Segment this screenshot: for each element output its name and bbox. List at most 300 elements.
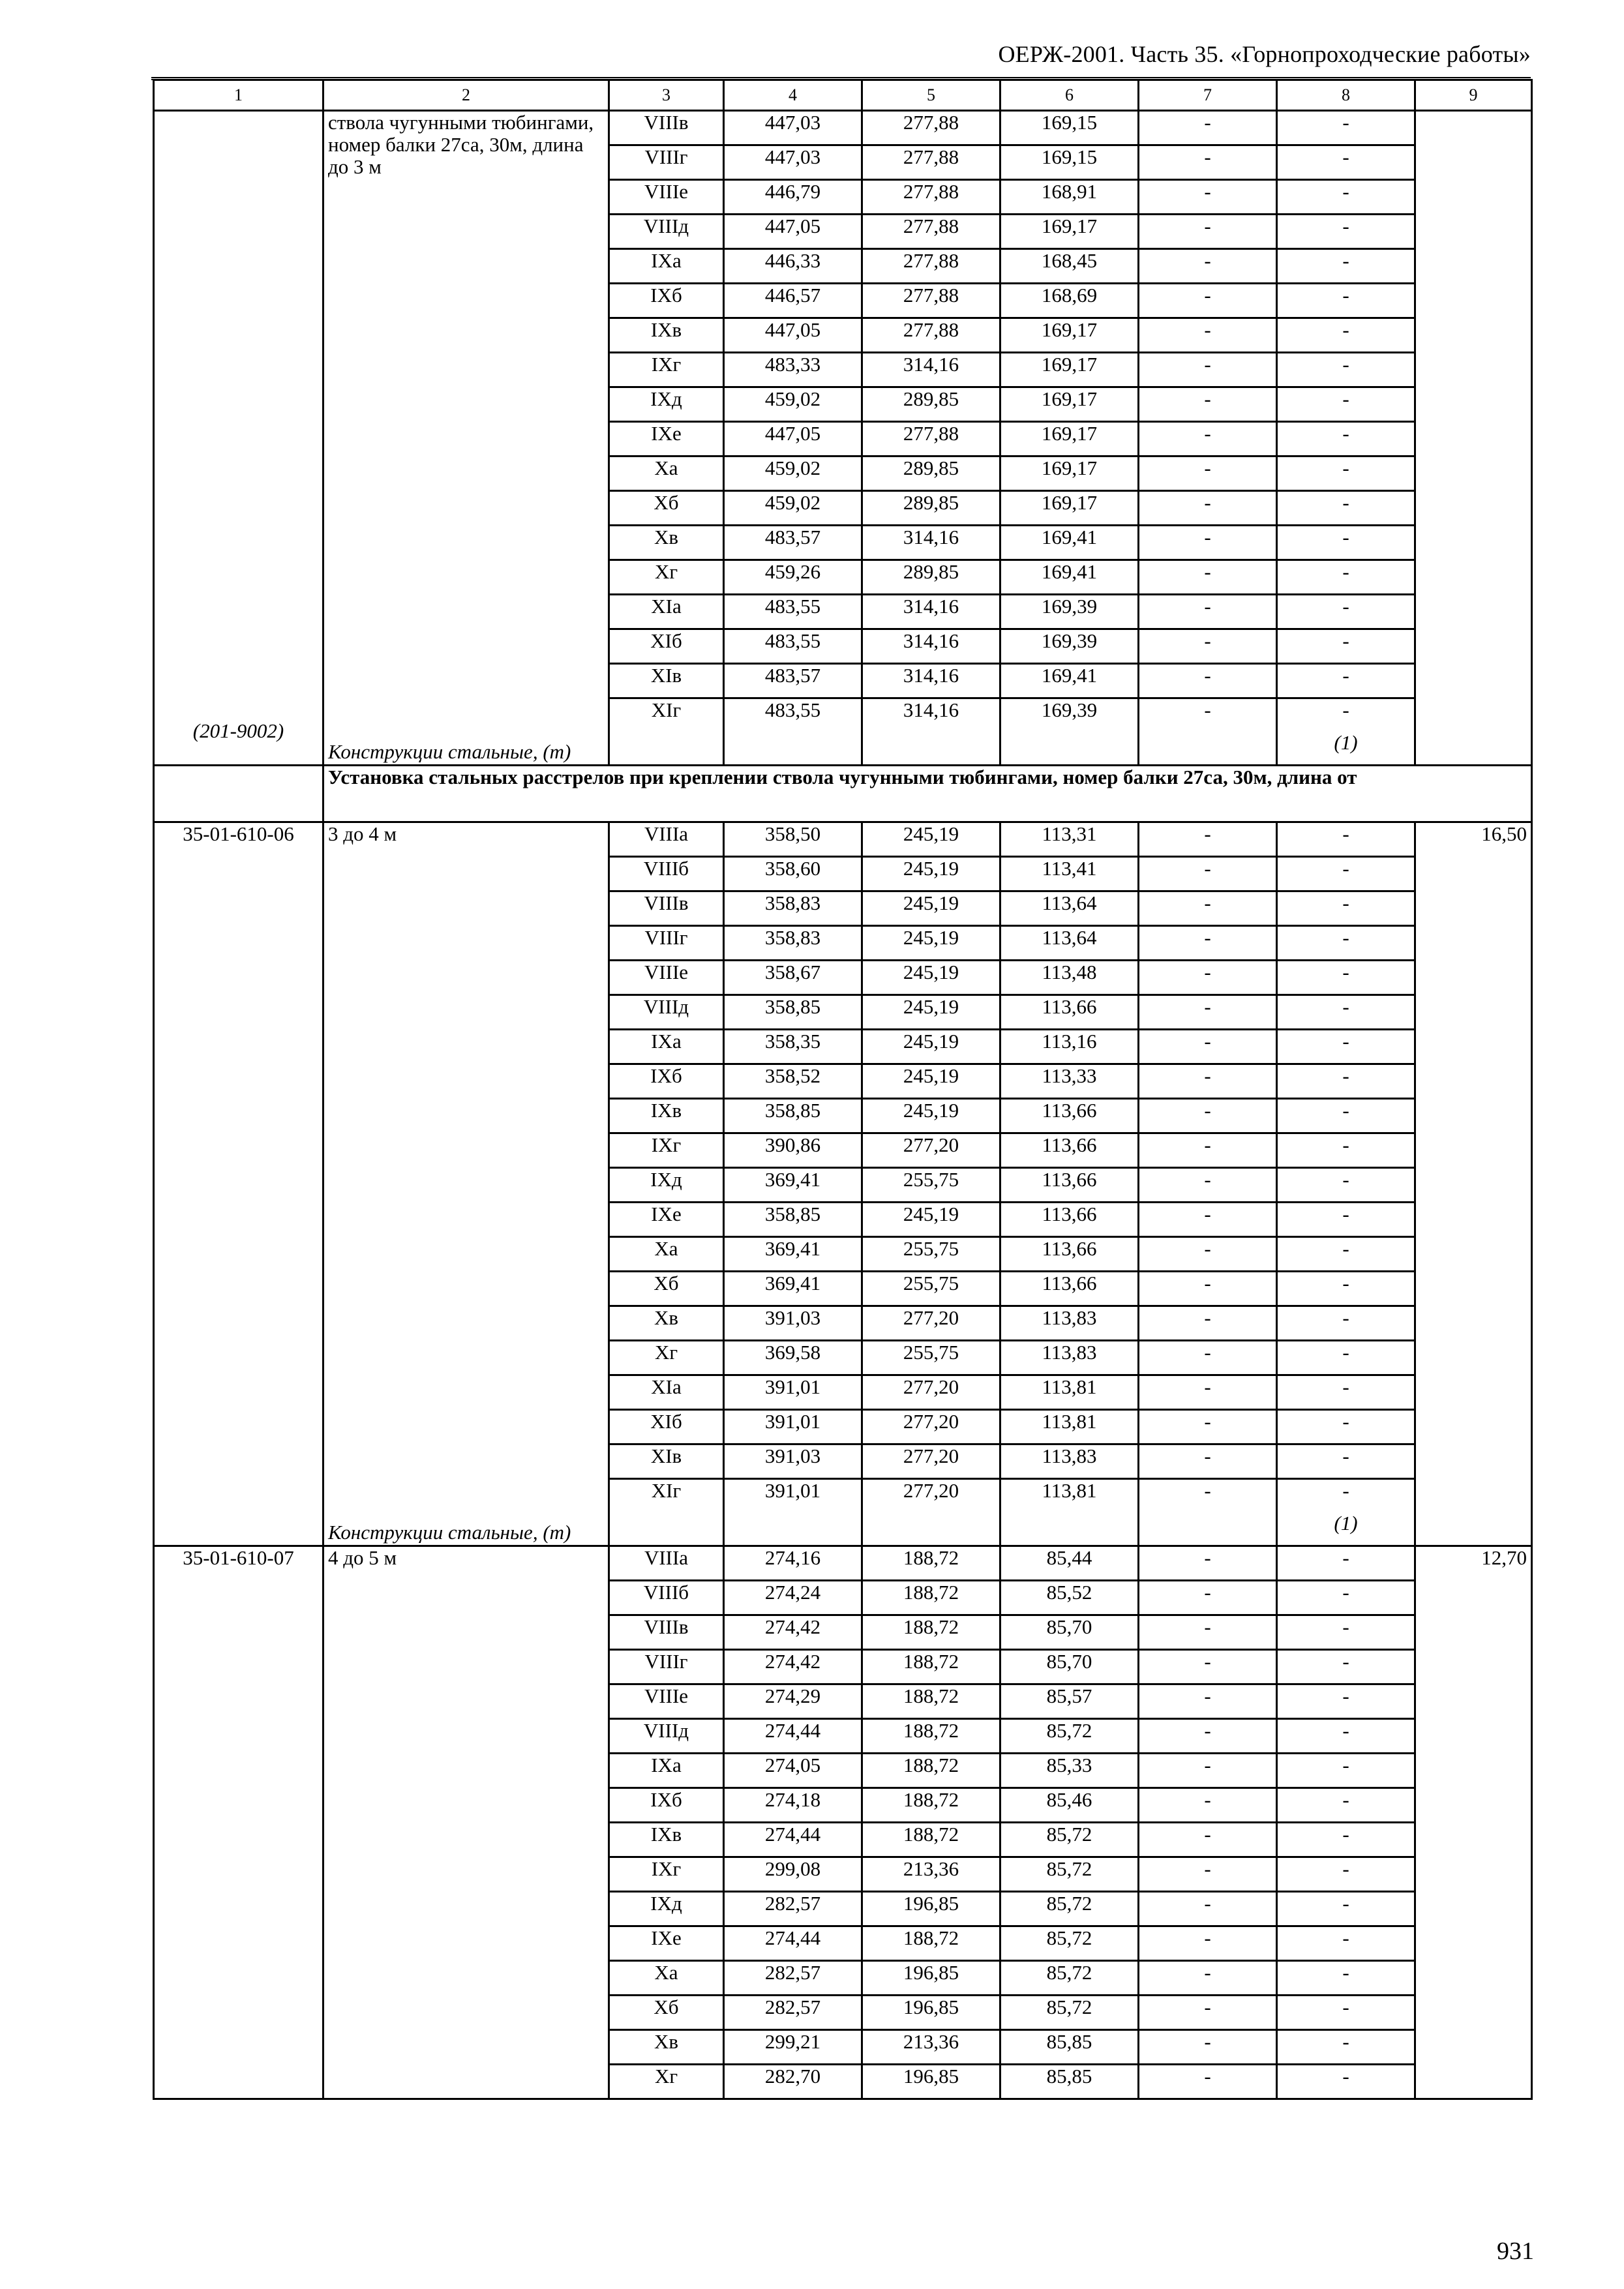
value-cell: - (1139, 2065, 1277, 2099)
value-cell: 277,88 (862, 145, 1000, 180)
category-cell: XIг (609, 1479, 724, 1513)
category-cell: IXб (609, 1788, 724, 1823)
category-cell: Xб (609, 491, 724, 526)
value-cell: - (1277, 111, 1415, 145)
category-cell: VIIIг (609, 926, 724, 961)
value-cell: 277,88 (862, 215, 1000, 249)
value-cell: - (1277, 1444, 1415, 1479)
category-cell: IXе (609, 1926, 724, 1961)
value-cell: - (1277, 1684, 1415, 1719)
value-cell: - (1139, 1546, 1277, 1581)
category-cell: VIIIв (609, 1615, 724, 1650)
code-cell: 35-01-610-06 (154, 822, 323, 1546)
value-cell: 85,72 (1000, 1823, 1139, 1857)
value-cell: 277,88 (862, 318, 1000, 353)
value-cell: - (1139, 1306, 1277, 1341)
value-cell: - (1139, 891, 1277, 926)
value-cell: 483,57 (724, 526, 862, 560)
column-number: 5 (862, 80, 1000, 111)
value-cell: 168,69 (1000, 284, 1139, 318)
value-cell: - (1139, 1099, 1277, 1133)
value-cell: - (1277, 526, 1415, 560)
value-cell: 113,31 (1000, 822, 1139, 857)
category-cell: IXв (609, 1099, 724, 1133)
value-cell: 314,16 (862, 595, 1000, 629)
value-cell: 459,02 (724, 387, 862, 422)
value-cell: 274,18 (724, 1788, 862, 1823)
category-cell: IXб (609, 284, 724, 318)
category-cell: Xа (609, 1961, 724, 1996)
value-cell: - (1277, 215, 1415, 249)
value-cell: - (1139, 1168, 1277, 1203)
value-cell: 113,66 (1000, 1099, 1139, 1133)
value-cell: - (1277, 961, 1415, 995)
category-cell: VIIIд (609, 215, 724, 249)
value-cell: 358,60 (724, 857, 862, 891)
category-cell: VIIIв (609, 111, 724, 145)
value-cell: - (1139, 1581, 1277, 1615)
value-cell: 113,41 (1000, 857, 1139, 891)
value-cell: 274,29 (724, 1684, 862, 1719)
value-cell: - (1277, 1168, 1415, 1203)
category-cell: IXв (609, 318, 724, 353)
value-cell: 85,57 (1000, 1684, 1139, 1719)
value-cell: 169,17 (1000, 387, 1139, 422)
value-cell: 314,16 (862, 629, 1000, 664)
value-cell: - (1139, 526, 1277, 560)
value-cell: 169,41 (1000, 664, 1139, 698)
value-cell: - (1139, 1926, 1277, 1961)
value-cell: 289,85 (862, 560, 1000, 595)
page-number: 931 (1497, 2237, 1534, 2265)
value-cell: - (1139, 1375, 1277, 1410)
value-cell: 447,05 (724, 318, 862, 353)
value-cell: 169,39 (1000, 595, 1139, 629)
value-cell: - (1277, 1650, 1415, 1684)
category-cell: VIIIд (609, 1719, 724, 1754)
value-cell: 282,57 (724, 1961, 862, 1996)
value-cell: 188,72 (862, 1754, 1000, 1788)
value-cell: 277,88 (862, 180, 1000, 215)
value-cell: - (1139, 822, 1277, 857)
value-cell: 274,24 (724, 1581, 862, 1615)
value-cell: - (1139, 698, 1277, 732)
value-cell: - (1277, 1996, 1415, 2030)
value-cell: - (1277, 891, 1415, 926)
value-cell: 169,41 (1000, 526, 1139, 560)
value-cell: 245,19 (862, 961, 1000, 995)
category-cell: Xг (609, 2065, 724, 2099)
category-cell: Xв (609, 2030, 724, 2065)
value-cell: 274,44 (724, 1719, 862, 1754)
value-cell: 245,19 (862, 1203, 1000, 1237)
value-cell: 113,64 (1000, 891, 1139, 926)
value-cell: - (1139, 1961, 1277, 1996)
value-cell: 169,17 (1000, 422, 1139, 456)
column-number: 8 (1277, 80, 1415, 111)
value-cell: 369,41 (724, 1168, 862, 1203)
value-cell: - (1277, 180, 1415, 215)
value-cell: 113,33 (1000, 1064, 1139, 1099)
column-number: 9 (1415, 80, 1532, 111)
category-cell: VIIIа (609, 1546, 724, 1581)
value-cell: - (1139, 387, 1277, 422)
value-cell: 274,44 (724, 1926, 862, 1961)
category-cell: IXг (609, 353, 724, 387)
value-cell: - (1277, 284, 1415, 318)
value-cell: 113,48 (1000, 961, 1139, 995)
resource-name: Конструкции стальные, (т) (328, 740, 571, 763)
value-cell: - (1139, 180, 1277, 215)
category-cell: IXв (609, 1823, 724, 1857)
value-cell: - (1139, 1064, 1277, 1099)
value-cell: - (1139, 145, 1277, 180)
value-cell: 447,03 (724, 145, 862, 180)
category-cell: IXа (609, 249, 724, 284)
value-cell: - (1277, 1754, 1415, 1788)
value-cell: - (1277, 387, 1415, 422)
value-cell: 196,85 (862, 1892, 1000, 1926)
value-cell: 255,75 (862, 1341, 1000, 1375)
value-cell: 85,85 (1000, 2065, 1139, 2099)
value-cell: 446,33 (724, 249, 862, 284)
value-cell: 289,85 (862, 456, 1000, 491)
value-cell: - (1277, 1410, 1415, 1444)
category-cell: XIг (609, 698, 724, 732)
value-cell: 169,17 (1000, 353, 1139, 387)
value-cell: 391,01 (724, 1410, 862, 1444)
empty-cell (1139, 1512, 1277, 1546)
value-cell: - (1139, 284, 1277, 318)
value-cell: 245,19 (862, 926, 1000, 961)
value-cell: - (1277, 318, 1415, 353)
value-cell: - (1139, 1719, 1277, 1754)
value-cell: 168,45 (1000, 249, 1139, 284)
category-cell: Xб (609, 1996, 724, 2030)
description-cell (323, 1546, 609, 2099)
value-cell: 113,83 (1000, 1341, 1139, 1375)
value-cell: - (1139, 1788, 1277, 1823)
category-cell: IXг (609, 1857, 724, 1892)
page-header (151, 37, 1531, 80)
value-cell: 483,55 (724, 698, 862, 732)
value-cell: 391,01 (724, 1479, 862, 1513)
value-cell: 277,20 (862, 1479, 1000, 1513)
value-cell: 277,88 (862, 111, 1000, 145)
value-cell: 85,85 (1000, 2030, 1139, 2065)
value-cell: 113,66 (1000, 1237, 1139, 1272)
value-cell: - (1139, 560, 1277, 595)
table-row (154, 822, 1532, 857)
value-cell: - (1139, 1030, 1277, 1064)
column-number: 1 (154, 80, 323, 111)
value-cell: 245,19 (862, 891, 1000, 926)
value-cell: - (1277, 629, 1415, 664)
value-cell: - (1277, 1341, 1415, 1375)
value-cell: - (1277, 1306, 1415, 1341)
category-cell: VIIIе (609, 1684, 724, 1719)
code-cell: 35-01-610-07 (154, 1546, 323, 2099)
value-cell: 196,85 (862, 1961, 1000, 1996)
category-cell: XIб (609, 629, 724, 664)
value-cell: 289,85 (862, 491, 1000, 526)
value-cell: 188,72 (862, 1581, 1000, 1615)
value-cell: 483,55 (724, 629, 862, 664)
value-cell: - (1277, 995, 1415, 1030)
category-cell: VIIIв (609, 891, 724, 926)
value-cell: 447,05 (724, 215, 862, 249)
category-cell: Xа (609, 1237, 724, 1272)
value-cell: - (1139, 491, 1277, 526)
value-cell: 358,52 (724, 1064, 862, 1099)
value-cell: - (1139, 1996, 1277, 2030)
value-cell: 299,21 (724, 2030, 862, 2065)
category-cell: XIа (609, 595, 724, 629)
code-cell (154, 111, 323, 766)
value-cell: 447,03 (724, 111, 862, 145)
value-cell: 390,86 (724, 1133, 862, 1168)
value-cell: - (1277, 1719, 1415, 1754)
category-cell: VIIIд (609, 995, 724, 1030)
value-cell: - (1139, 1203, 1277, 1237)
value-cell: 188,72 (862, 1788, 1000, 1823)
value-cell: 245,19 (862, 1099, 1000, 1133)
value-cell: 188,72 (862, 1719, 1000, 1754)
value-cell: 447,05 (724, 422, 862, 456)
resource-value: (1) (1277, 1512, 1415, 1546)
value-cell: 169,17 (1000, 215, 1139, 249)
value-cell: - (1139, 1341, 1277, 1375)
value-cell: - (1139, 1754, 1277, 1788)
column-number: 3 (609, 80, 724, 111)
value-cell: 358,83 (724, 926, 862, 961)
value-cell: 314,16 (862, 664, 1000, 698)
value-cell: 255,75 (862, 1272, 1000, 1306)
value-cell: 358,85 (724, 1099, 862, 1133)
value-cell: 196,85 (862, 2065, 1000, 2099)
category-cell: Xа (609, 456, 724, 491)
empty-cell (609, 1512, 724, 1546)
value-cell: 289,85 (862, 387, 1000, 422)
value-cell: 169,17 (1000, 318, 1139, 353)
column-number-row (154, 80, 1532, 111)
empty-cell (1000, 732, 1139, 766)
empty-cell (724, 732, 862, 766)
value-cell: - (1277, 1581, 1415, 1615)
value-cell: - (1139, 926, 1277, 961)
value-cell: - (1277, 491, 1415, 526)
value-cell: 85,72 (1000, 1719, 1139, 1754)
value-cell: - (1277, 1926, 1415, 1961)
document-title: ОЕРЖ-2001. Часть 35. «Горнопроходческие работы» (998, 41, 1531, 67)
value-cell: 168,91 (1000, 180, 1139, 215)
table-body (154, 80, 1532, 2099)
empty-cell (862, 1512, 1000, 1546)
value-cell: 274,05 (724, 1754, 862, 1788)
value-cell: - (1139, 249, 1277, 284)
table-row (154, 1546, 1532, 1581)
value-cell: 459,02 (724, 491, 862, 526)
value-cell: - (1277, 857, 1415, 891)
category-cell: IXа (609, 1754, 724, 1788)
value-cell: - (1139, 2030, 1277, 2065)
value-cell: 85,72 (1000, 1996, 1139, 2030)
value-cell: 274,16 (724, 1546, 862, 1581)
value-cell: 113,66 (1000, 1272, 1139, 1306)
value-cell: - (1277, 1203, 1415, 1237)
category-cell: IXд (609, 1892, 724, 1926)
value-cell: 188,72 (862, 1926, 1000, 1961)
value-cell: - (1277, 560, 1415, 595)
empty-cell (1139, 732, 1277, 766)
value-cell: 85,46 (1000, 1788, 1139, 1823)
value-cell: - (1139, 353, 1277, 387)
work-description: ствола чугунными тюбингами, номер балки 27са, 30м, длина до 3 м (328, 111, 594, 178)
value-cell: - (1277, 456, 1415, 491)
value-cell: - (1277, 1823, 1415, 1857)
value-cell: - (1277, 698, 1415, 732)
value-cell: - (1139, 1479, 1277, 1513)
value-cell: 113,83 (1000, 1444, 1139, 1479)
value-cell: 299,08 (724, 1857, 862, 1892)
value-cell: 369,41 (724, 1272, 862, 1306)
value-cell: 369,41 (724, 1237, 862, 1272)
value-cell: 369,58 (724, 1341, 862, 1375)
value-cell: - (1139, 961, 1277, 995)
value-cell: - (1277, 822, 1415, 857)
value-cell: 245,19 (862, 822, 1000, 857)
value-cell: 85,52 (1000, 1581, 1139, 1615)
group-heading-row (154, 766, 1532, 822)
value-cell: 277,20 (862, 1306, 1000, 1341)
value-cell: 274,42 (724, 1650, 862, 1684)
value-cell: 255,75 (862, 1237, 1000, 1272)
column-number: 2 (323, 80, 609, 111)
category-cell: VIIIе (609, 961, 724, 995)
value-cell: - (1139, 857, 1277, 891)
value-cell: - (1139, 456, 1277, 491)
group-heading: Установка стальных расстрелов при креплении ствола чугунными тюбингами, номер балки 27са, 30м, длина от (323, 766, 1532, 822)
value-cell: 483,55 (724, 595, 862, 629)
value-cell: 358,83 (724, 891, 862, 926)
value-cell: - (1277, 353, 1415, 387)
category-cell: XIб (609, 1410, 724, 1444)
value-cell: - (1139, 1823, 1277, 1857)
category-cell: XIв (609, 1444, 724, 1479)
value-cell: 113,16 (1000, 1030, 1139, 1064)
value-cell: 188,72 (862, 1546, 1000, 1581)
value-cell: 85,70 (1000, 1650, 1139, 1684)
value-cell: 277,20 (862, 1375, 1000, 1410)
value-cell: 85,33 (1000, 1754, 1139, 1788)
value-cell: - (1277, 145, 1415, 180)
value-cell: - (1139, 1684, 1277, 1719)
description-cell (323, 111, 609, 766)
value-cell: - (1139, 1857, 1277, 1892)
value-cell: 314,16 (862, 353, 1000, 387)
value-cell: 282,57 (724, 1996, 862, 2030)
value-cell: 459,26 (724, 560, 862, 595)
value-cell: 113,81 (1000, 1410, 1139, 1444)
value-cell: 113,66 (1000, 1203, 1139, 1237)
value-cell: 188,72 (862, 1684, 1000, 1719)
category-cell: XIа (609, 1375, 724, 1410)
column-number: 6 (1000, 80, 1139, 111)
category-cell: IXб (609, 1064, 724, 1099)
value-cell: 169,39 (1000, 698, 1139, 732)
value-cell: - (1139, 215, 1277, 249)
value-cell: 277,88 (862, 284, 1000, 318)
category-cell: Xв (609, 526, 724, 560)
value-cell: - (1277, 1546, 1415, 1581)
value-cell: 459,02 (724, 456, 862, 491)
value-cell: 169,17 (1000, 491, 1139, 526)
value-cell: 113,81 (1000, 1375, 1139, 1410)
value-cell: 169,15 (1000, 145, 1139, 180)
value-cell: 169,15 (1000, 111, 1139, 145)
value-cell: 274,44 (724, 1823, 862, 1857)
value-cell: - (1139, 111, 1277, 145)
value-cell: 213,36 (862, 2030, 1000, 2065)
value-cell: - (1139, 664, 1277, 698)
category-cell: IXе (609, 422, 724, 456)
category-cell: VIIIб (609, 857, 724, 891)
value-cell: - (1139, 1615, 1277, 1650)
value-cell: 113,66 (1000, 1133, 1139, 1168)
category-cell: VIIIе (609, 180, 724, 215)
value-cell: 113,83 (1000, 1306, 1139, 1341)
column-number: 7 (1139, 80, 1277, 111)
value-cell: 358,35 (724, 1030, 862, 1064)
value-cell: 245,19 (862, 857, 1000, 891)
value-cell: - (1139, 1892, 1277, 1926)
value-cell: - (1139, 1133, 1277, 1168)
value-cell: - (1139, 318, 1277, 353)
value-cell: 255,75 (862, 1168, 1000, 1203)
value-cell: 277,88 (862, 422, 1000, 456)
value-cell: 245,19 (862, 995, 1000, 1030)
value-cell: - (1277, 1133, 1415, 1168)
category-cell: Xб (609, 1272, 724, 1306)
value-cell: - (1277, 1857, 1415, 1892)
value-cell: 245,19 (862, 1064, 1000, 1099)
value-cell: 113,81 (1000, 1479, 1139, 1513)
value-cell: - (1277, 1272, 1415, 1306)
category-cell: IXд (609, 1168, 724, 1203)
category-cell: VIIIб (609, 1581, 724, 1615)
empty-cell (1000, 1512, 1139, 1546)
value-cell: 391,01 (724, 1375, 862, 1410)
resource-code: (201-9002) (192, 719, 284, 742)
value-cell: 169,17 (1000, 456, 1139, 491)
value-cell: 314,16 (862, 526, 1000, 560)
total-cell: 12,70 (1415, 1546, 1532, 2099)
column-number: 4 (724, 80, 862, 111)
value-cell: - (1277, 1099, 1415, 1133)
value-cell: 113,66 (1000, 995, 1139, 1030)
value-cell: 85,72 (1000, 1857, 1139, 1892)
category-cell: IXг (609, 1133, 724, 1168)
value-cell: 85,72 (1000, 1961, 1139, 1996)
value-cell: 483,57 (724, 664, 862, 698)
value-cell: 446,57 (724, 284, 862, 318)
rates-table (153, 79, 1533, 2100)
value-cell: 245,19 (862, 1030, 1000, 1064)
value-cell: - (1139, 1237, 1277, 1272)
value-cell: - (1277, 1892, 1415, 1926)
value-cell: 358,85 (724, 995, 862, 1030)
category-cell: IXе (609, 1203, 724, 1237)
